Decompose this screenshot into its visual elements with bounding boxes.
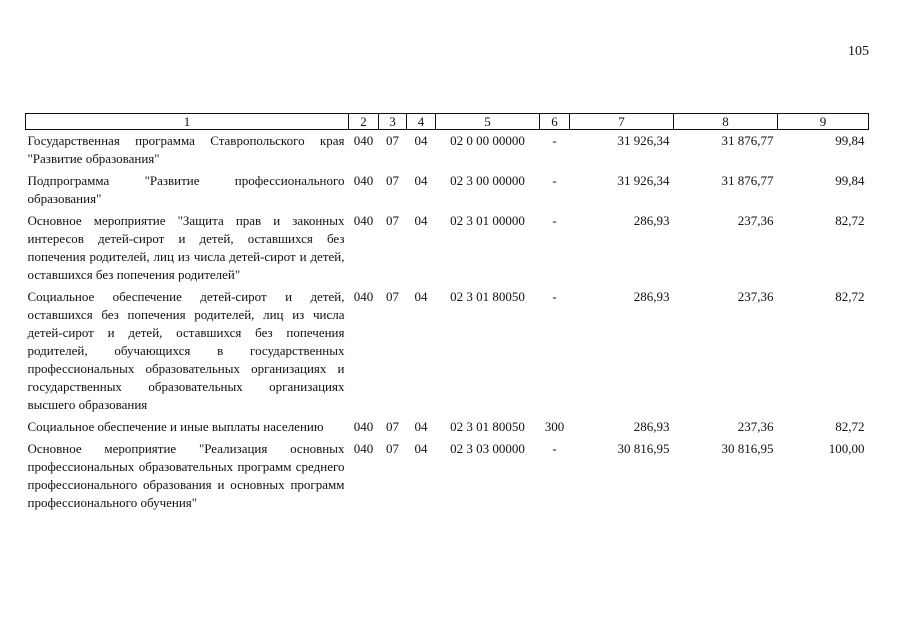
cell-value-7: 31 926,34	[617, 133, 670, 148]
cell-value-7: 286,93	[633, 419, 670, 434]
cell-value-8: 31 876,77	[721, 133, 774, 148]
row-name: Социальное обеспечение и иные выплаты населению	[27, 419, 324, 434]
cell-value-9: 99,84	[835, 133, 865, 148]
cell-subsection: 04	[414, 213, 428, 228]
table-row	[26, 208, 869, 284]
cell-value-9: 82,72	[835, 213, 865, 228]
cell-subsection: 04	[414, 133, 428, 148]
column-header: 9	[778, 114, 869, 130]
column-header: 6	[540, 114, 570, 130]
column-header: 8	[674, 114, 778, 130]
cell-value-7: 286,93	[633, 213, 670, 228]
cell-target-article: 02 0 00 00000	[450, 133, 525, 148]
row-name: Основное мероприятие "Реализация основных профессиональных образовательных программ среднего профессионального образования и основных программ профессионального обучения"	[27, 441, 345, 510]
row-name: Государственная программа Ставропольского края "Развитие образования"	[27, 133, 345, 166]
budget-table	[25, 113, 869, 512]
cell-expense-type: -	[552, 213, 557, 228]
column-header: 3	[379, 114, 407, 130]
page-number: 105	[848, 44, 869, 59]
row-name: Подпрограмма "Развитие профессионального образования"	[27, 173, 345, 206]
header-row	[26, 114, 869, 130]
cell-value-9: 82,72	[835, 419, 865, 434]
cell-code: 040	[353, 133, 374, 148]
cell-expense-type: -	[552, 173, 557, 188]
table-row	[26, 436, 869, 512]
cell-expense-type: -	[552, 441, 557, 456]
cell-section: 07	[386, 173, 399, 188]
cell-value-7: 286,93	[633, 289, 670, 304]
cell-expense-type: -	[552, 289, 557, 304]
cell-value-8: 237,36	[737, 213, 774, 228]
cell-value-9: 82,72	[835, 289, 865, 304]
cell-value-8: 31 876,77	[721, 173, 774, 188]
cell-section: 07	[386, 441, 399, 456]
cell-section: 07	[386, 213, 399, 228]
cell-value-7: 30 816,95	[617, 441, 670, 456]
column-header: 2	[349, 114, 379, 130]
cell-subsection: 04	[414, 441, 428, 456]
cell-section: 07	[386, 133, 399, 148]
cell-target-article: 02 3 01 80050	[450, 419, 525, 434]
table-row	[26, 284, 869, 414]
cell-section: 07	[386, 289, 399, 304]
cell-value-7: 31 926,34	[617, 173, 670, 188]
column-header: 7	[570, 114, 674, 130]
cell-target-article: 02 3 01 80050	[450, 289, 525, 304]
column-header: 5	[436, 114, 540, 130]
cell-code: 040	[353, 419, 374, 434]
cell-expense-type: -	[552, 133, 557, 148]
cell-value-9: 100,00	[828, 441, 865, 456]
column-header: 4	[407, 114, 436, 130]
cell-code: 040	[353, 289, 374, 304]
table-row	[26, 168, 869, 208]
cell-code: 040	[353, 173, 374, 188]
cell-section: 07	[386, 419, 399, 434]
cell-value-8: 30 816,95	[721, 441, 774, 456]
cell-code: 040	[353, 213, 374, 228]
table-row	[26, 414, 869, 436]
row-name: Социальное обеспечение детей-сирот и детей, оставшихся без попечения родителей, лиц из числа детей-сирот и детей, оставшихся без попечения родителей, обучающихся в государственных профессиональных образовательных организациях и государственных образовательных организациях высшего образования	[27, 289, 345, 412]
cell-target-article: 02 3 01 00000	[450, 213, 525, 228]
cell-value-9: 99,84	[835, 173, 865, 188]
cell-subsection: 04	[414, 419, 428, 434]
cell-value-8: 237,36	[737, 289, 774, 304]
cell-value-8: 237,36	[737, 419, 774, 434]
cell-subsection: 04	[414, 173, 428, 188]
cell-target-article: 02 3 00 00000	[450, 173, 525, 188]
cell-target-article: 02 3 03 00000	[450, 441, 525, 456]
column-header: 1	[26, 114, 349, 130]
table-row	[26, 130, 869, 169]
cell-code: 040	[353, 441, 374, 456]
cell-subsection: 04	[414, 289, 428, 304]
cell-expense-type: 300	[544, 419, 565, 434]
row-name: Основное мероприятие "Защита прав и законных интересов детей-сирот и детей, оставшихся без попечения родителей, лиц из числа детей-сирот и детей, оставшихся без попечения родителей"	[27, 213, 345, 282]
